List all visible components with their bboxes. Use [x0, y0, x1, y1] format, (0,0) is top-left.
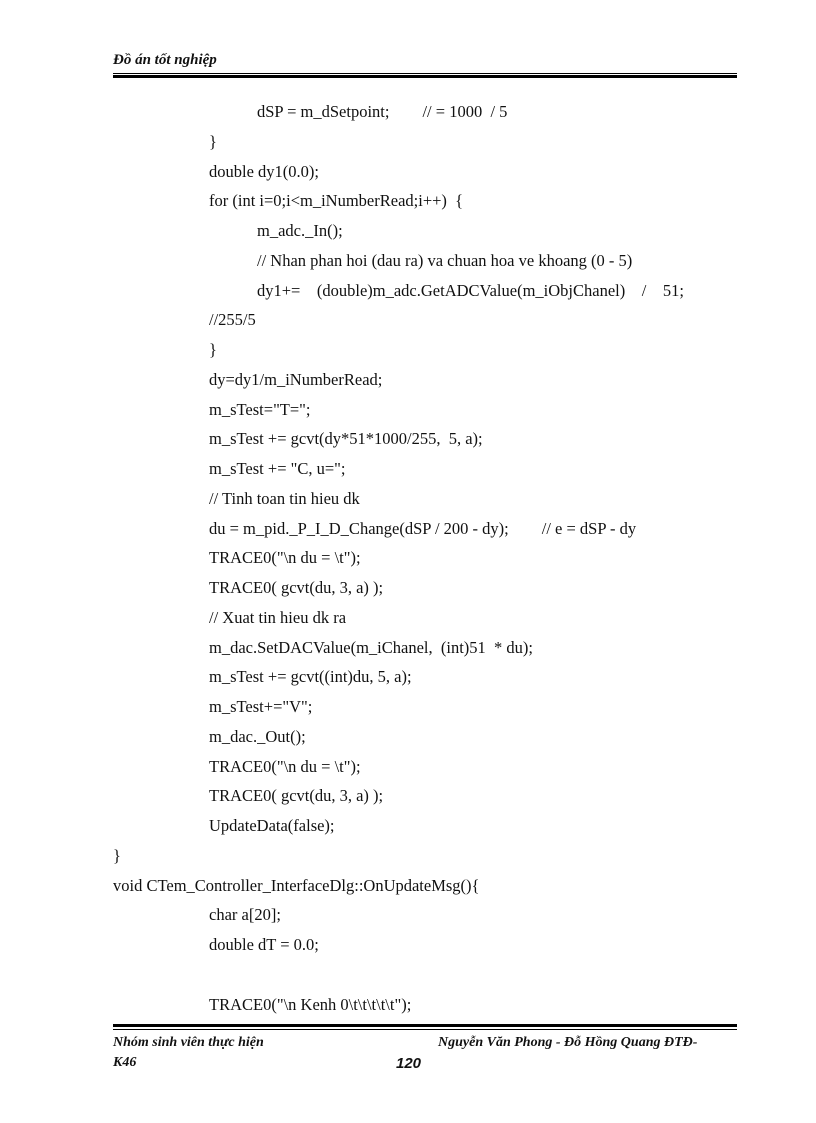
footer-rule-thin: [113, 1029, 737, 1030]
footer-rule-thick: [113, 1024, 737, 1027]
code-line: TRACE0( gcvt(du, 3, a) );: [209, 578, 384, 597]
code-line: for (int i=0;i<m_iNumberRead;i++) {: [209, 191, 464, 211]
code-line: dSP = m_dSetpoint; // = 1000 / 5: [257, 102, 508, 121]
footer-group-name: Nhóm sinh viên thực hiện: [113, 1035, 264, 1050]
code-line: m_dac.SetDACValue(m_iChanel, (int)51 * du);: [209, 637, 533, 657]
code-line: m_sTest += gcvt((int)du, 5, a);: [209, 667, 412, 687]
header-rule-thin: [113, 73, 737, 74]
page-header-title: Đồ án tốt nghiệp: [113, 52, 217, 68]
page-number: 120: [396, 1055, 422, 1072]
header-rule-thick: [113, 75, 737, 78]
code-line: TRACE0("\n du = \t");: [209, 756, 361, 776]
code-line: // Tinh toan tin hieu dk: [209, 488, 360, 508]
code-line: //255/5: [209, 310, 256, 330]
code-line: double dT = 0.0;: [209, 935, 319, 954]
code-line: TRACE0( gcvt(du, 3, a) );: [209, 786, 384, 806]
code-line: TRACE0("\n du = \t");: [209, 548, 361, 568]
code-line: m_sTest+="V";: [209, 697, 313, 716]
code-line: dy1+= (double)m_adc.GetADCValue(m_iObjChanel) / 51;: [257, 280, 684, 300]
code-line: m_dac._Out();: [209, 726, 306, 746]
code-line: TRACE0("\n Kenh 0\t\t\t\t\t");: [209, 994, 412, 1014]
code-line: du = m_pid._P_I_D_Change(dSP / 200 - dy); // e = dSP - dy: [209, 518, 637, 538]
code-line: }: [209, 131, 217, 151]
code-line: // Nhan phan hoi (dau ra) va chuan hoa ve khoang (0 - 5): [257, 250, 633, 270]
code-line: }: [209, 340, 217, 359]
footer-class: K46: [113, 1055, 137, 1070]
code-line: m_adc._In();: [257, 221, 343, 240]
code-line: // Xuat tin hieu dk ra: [209, 607, 347, 627]
code-line: m_sTest="T=";: [209, 399, 311, 419]
code-line: UpdateData(false);: [209, 816, 335, 835]
code-line: m_sTest += "C, u=";: [209, 459, 346, 478]
code-line: double dy1(0.0);: [209, 161, 319, 181]
code-line: dy=dy1/m_iNumberRead;: [209, 369, 383, 389]
code-line: void CTem_Controller_InterfaceDlg::OnUpdateMsg(){: [113, 875, 480, 895]
code-line: char a[20];: [209, 905, 281, 925]
footer-authors: Nguyễn Văn Phong - Đỗ Hồng Quang ĐTĐ-: [438, 1035, 698, 1050]
code-line: }: [113, 845, 121, 865]
code-line: m_sTest += gcvt(dy*51*1000/255, 5, a);: [209, 429, 483, 449]
